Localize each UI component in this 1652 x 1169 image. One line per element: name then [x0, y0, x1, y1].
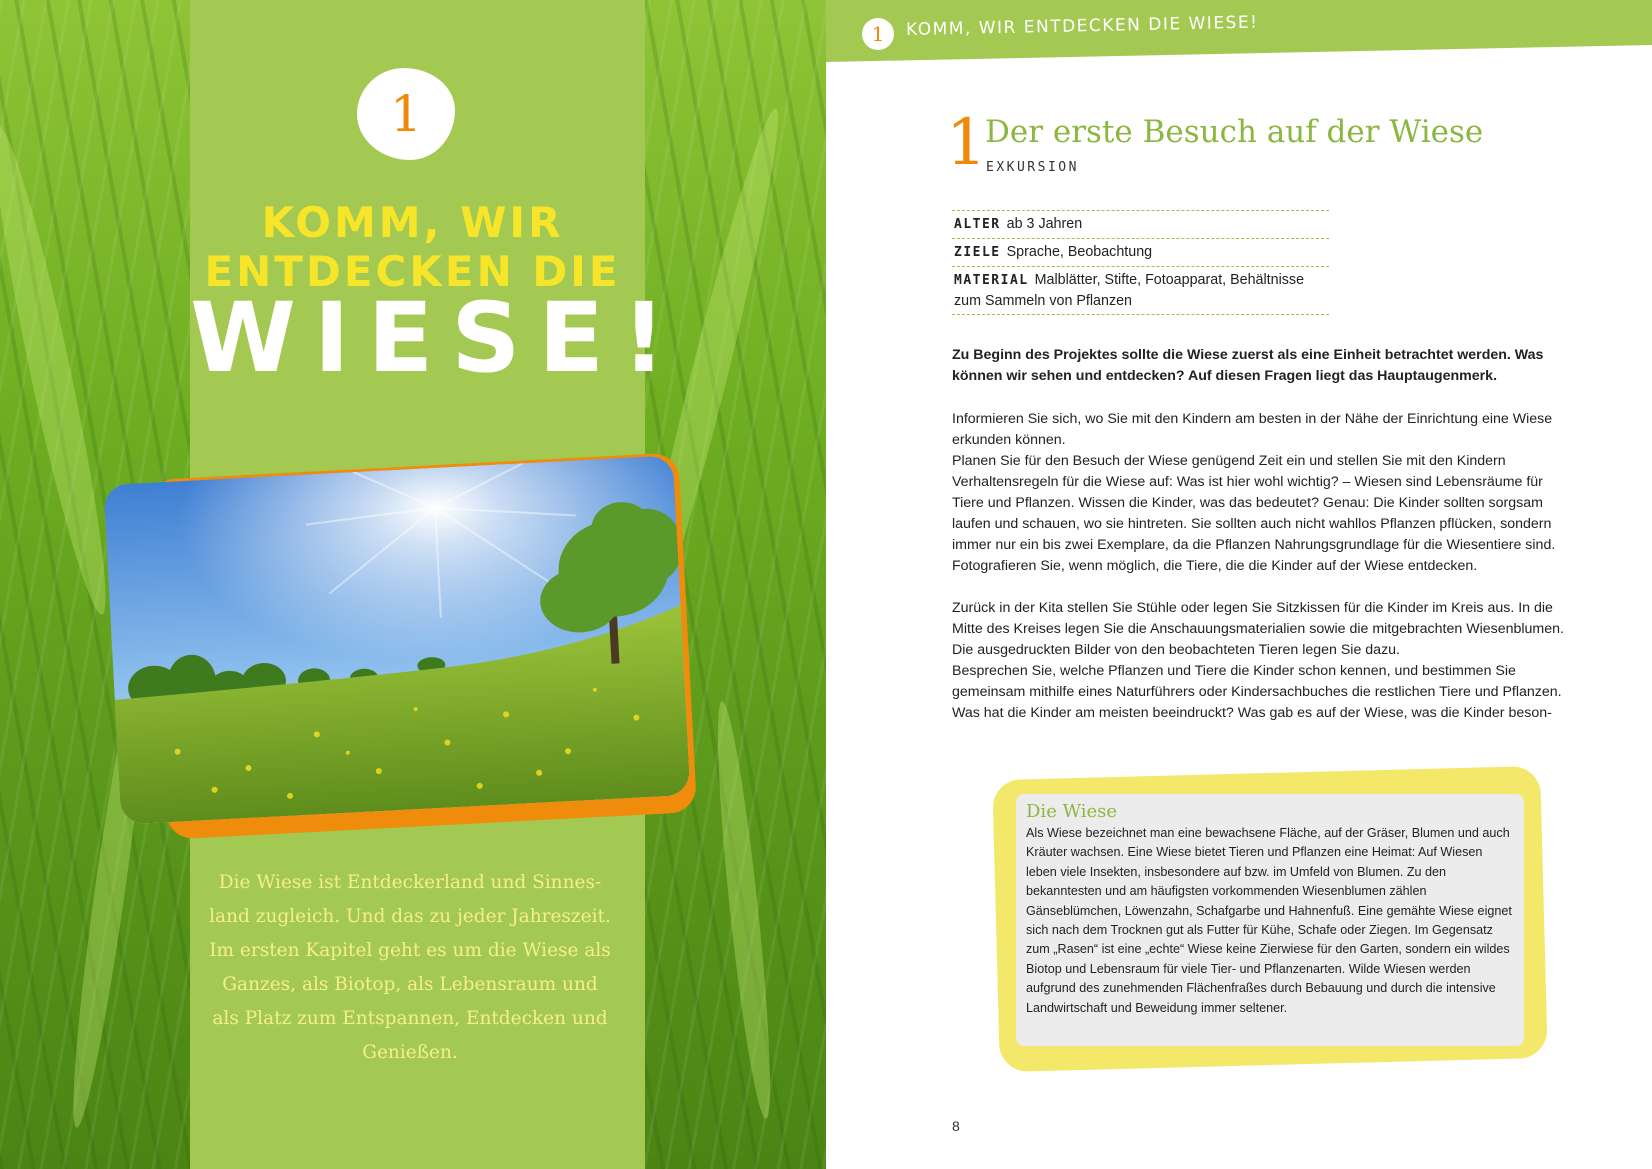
meta-label: ZIELE: [954, 245, 1001, 260]
meadow-photo: [103, 455, 690, 824]
chapter-title-line-2: WIESE!: [190, 282, 684, 394]
body-paragraph: Zurück in der Kita stellen Sie Stühle oder legen Sie Sitzkissen für die Kinder im Kreis aus. In die Mitte des Kreises legen Sie die Anschauungsmaterialien sowie die mitgebrachten Wiesenblumen. Die ausgedruckten Bilder von den beobachteten Tieren legen Sie dazu.: [952, 600, 1564, 658]
intro-line: land zugleich. Und das zu jeder Jahreszeit.: [209, 906, 611, 927]
meta-label: MATERIAL: [954, 273, 1029, 288]
running-header-title: KOMM, WIR ENTDECKEN DIE WIESE!: [905, 12, 1259, 40]
grass-blade-decoration: [0, 121, 122, 618]
grass-blade-decoration: [708, 700, 780, 1121]
activity-number: 1: [946, 106, 987, 180]
chapter-title-line-1: KOMM, WIR ENTDECKEN DIE: [204, 198, 621, 296]
chapter-intro-text: [200, 866, 620, 1070]
meta-row-material: [952, 267, 1329, 315]
intro-line: Genießen.: [362, 1042, 458, 1063]
activity-meta-table: [952, 210, 1329, 315]
body-paragraph: Besprechen Sie, welche Pflanzen und Tiere die Kinder schon kennen, und bestimmen Sie gemeinsam mithilfe eines Naturführers oder Kindersachbuches die restlichen Tiere und Pflanzen. Was hat die Kinder am meisten beeindruckt? Was gab es auf der Wiese, was die Kinder beson-: [952, 663, 1562, 721]
meadow-landscape-image: [103, 455, 690, 824]
meta-label: ALTER: [954, 217, 1001, 232]
body-paragraph: Informieren Sie sich, wo Sie mit den Kindern am besten in der Nähe der Einrichtung eine Wiese erkunden können.: [952, 411, 1553, 448]
page-number: 8: [952, 1118, 960, 1134]
meta-row-age: [952, 211, 1329, 239]
right-page: [826, 0, 1652, 1169]
intro-line: als Platz zum Entspannen, Entdecken und: [212, 1008, 608, 1029]
info-box: [1016, 794, 1524, 1046]
info-box-text: Als Wiese bezeichnet man eine bewachsene Fläche, auf der Gräser, Blumen und auch Kräuter wachsen. Eine Wiese bietet Tieren und Pflanzen eine Heimat: Auf Wiesen leben viele Insekten, insbesondere auf bzw. im Umfeld von Blumen. Zu den bekanntesten und am häufigsten vorkommenden Wiesenblumen zählen Gänseblümchen, Löwenzahn, Schafgarbe und Hahnenfuß. Eine gemähte Wiese eignet sich nach dem Trocknen gut als Futter für Kühe, Schafe oder Ziegen. Im Gegensatz zum „Rasen“ ist eine „echte“ Wiese keine Zierwiese für den Garten, sondern ein wildes Biotop und Lebensraum für viele Tier- und Pflanzenarten. Wilde Wiesen werden aufgrund des zunehmenden Flächenfraßes durch Bebauung und durch die intensive Landwirtschaft und Beweidung immer seltener.: [1026, 826, 1512, 1015]
meta-value: Malblätter, Stifte, Fotoapparat, Behältnisse zum Sammeln von Pflanzen: [954, 272, 1305, 309]
header-chapter-badge: 1: [862, 18, 894, 50]
meta-value: Sprache, Beobachtung: [1006, 244, 1153, 260]
intro-line: Die Wiese ist Entdeckerland und Sinnes-: [218, 872, 602, 893]
meta-row-goals: [952, 239, 1329, 267]
meta-value: ab 3 Jahren: [1006, 216, 1083, 232]
lead-paragraph: Zu Beginn des Projektes sollte die Wiese zuerst als eine Einheit betrachtet werden. Was können wir sehen und entdecken? Auf diesen Fragen liegt das Hauptaugenmerk.: [952, 347, 1544, 384]
body-text: [952, 409, 1572, 724]
intro-line: Ganzes, als Biotop, als Lebensraum und: [222, 974, 598, 995]
activity-title: Der erste Besuch auf der Wiese: [985, 114, 1484, 150]
info-box-title: Die Wiese: [1026, 801, 1118, 822]
activity-type: EXKURSION: [986, 160, 1079, 175]
intro-line: Im ersten Kapitel geht es um die Wiese als: [209, 940, 611, 961]
chapter-number-badge: 1: [357, 68, 455, 160]
body-paragraph: Planen Sie für den Besuch der Wiese genügend Zeit ein und stellen Sie mit den Kindern Verhaltensregeln für die Wiese auf: Was ist hier wohl wichtig? – Wiesen sind Lebensräume für Tiere und Pflanzen. Wissen die Kinder, was das bedeutet? Genau: Die Kinder sollten sorgsam laufen und schauen, wo sie hintreten. Sie sollten auch nicht wahllos Pflanzen pflücken, sondern immer nur ein bis zwei Exemplare, da die Pflanzen Nahrungsgrundlage für die Wiesentiere sind. Fotografieren Sie, wenn möglich, die Tiere, die die Kinder auf der Wiese entdecken.: [952, 453, 1556, 574]
